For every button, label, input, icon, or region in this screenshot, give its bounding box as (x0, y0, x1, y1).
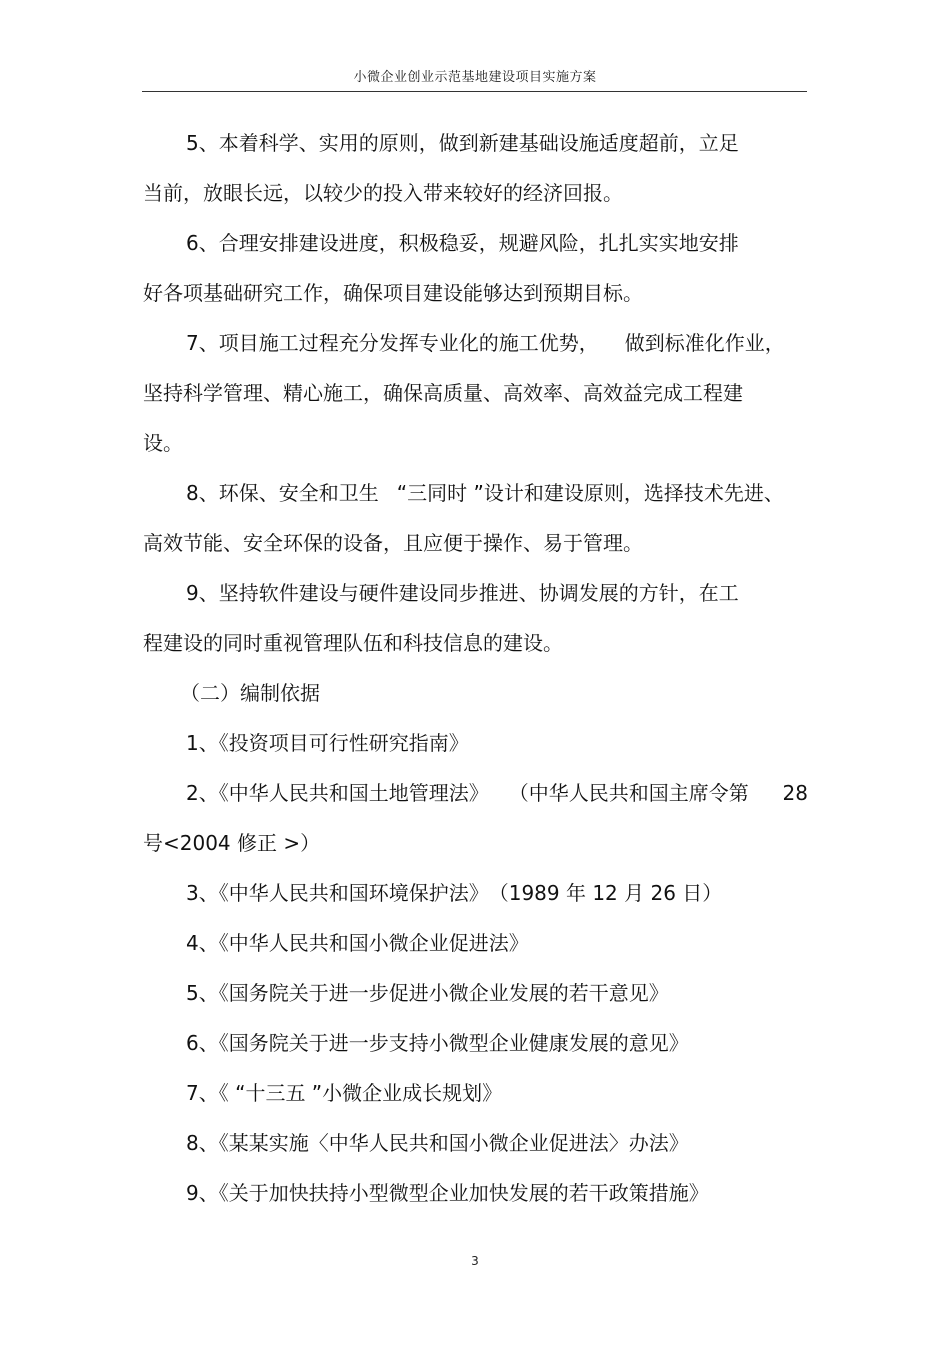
principle-8-line-2: 高效节能、安全环保的设备，且应便于操作、易于管理。 (143, 531, 643, 555)
principle-8-line-1-part-a: 8、环保、安全和卫生 (186, 481, 379, 505)
basis-item-4: 4、《中华人民共和国小微企业促进法》 (186, 931, 529, 955)
section-heading: （二）编制依据 (180, 681, 320, 705)
principle-6-line-1: 6、合理安排建设进度，积极稳妥，规避风险，扎扎实实地安排 (186, 231, 739, 255)
basis-item-6: 6、《国务院关于进一步支持小微型企业健康发展的意见》 (186, 1031, 689, 1055)
principle-7-line-1-part-a: 7、项目施工过程充分发挥专业化的施工优势， (186, 331, 599, 355)
basis-item-7: 7、《 “十三五 ”小微企业成长规划》 (186, 1081, 503, 1105)
header-divider (142, 91, 807, 92)
basis-item-2-line-2: 号<2004 修正 >） (143, 831, 321, 855)
basis-item-1: 1、《投资项目可行性研究指南》 (186, 731, 469, 755)
principle-9-line-2: 程建设的同时重视管理队伍和科技信息的建设。 (143, 631, 563, 655)
basis-item-9: 9、《关于加快扶持小型微型企业加快发展的若干政策措施》 (186, 1181, 709, 1205)
basis-item-2-part-b: （中华人民共和国主席令第 (508, 781, 749, 805)
principle-5-line-1: 5、本着科学、实用的原则，做到新建基础设施适度超前，立足 (186, 131, 739, 155)
principle-7-line-3: 设。 (143, 431, 183, 455)
principle-8-line-1 (186, 480, 784, 506)
basis-item-2-part-c: 28 (782, 781, 808, 805)
basis-item-5: 5、《国务院关于进一步促进小微企业发展的若干意见》 (186, 981, 669, 1005)
principle-9-line-1: 9、坚持软件建设与硬件建设同步推进、协调发展的方针，在工 (186, 581, 739, 605)
basis-item-3: 3、《中华人民共和国环境保护法》 （1989 年 12 月 26 日） (186, 881, 723, 905)
principle-5-line-2: 当前，放眼长远，以较少的投入带来较好的经济回报。 (143, 181, 623, 205)
principle-7-line-2: 坚持科学管理、精心施工，确保高质量、高效率、高效益完成工程建 (143, 381, 743, 405)
principle-7-line-1 (186, 330, 785, 356)
principle-8-line-1-part-b: “三同时 ”设计和建设原则，选择技术先进、 (396, 481, 784, 505)
running-header: 小微企业创业示范基地建设项目实施方案 (353, 70, 597, 85)
basis-item-2-part-a: 2、《中华人民共和国土地管理法》 (186, 781, 489, 805)
basis-item-2-line-1 (186, 780, 808, 806)
principle-7-line-1-part-b: 做到标准化作业， (624, 331, 785, 355)
basis-item-8: 8、《某某实施〈中华人民共和国小微企业促进法〉办法》 (186, 1131, 689, 1155)
principle-6-line-2: 好各项基础研究工作，确保项目建设能够达到预期目标。 (143, 281, 643, 305)
page-number: 3 (471, 1254, 479, 1268)
